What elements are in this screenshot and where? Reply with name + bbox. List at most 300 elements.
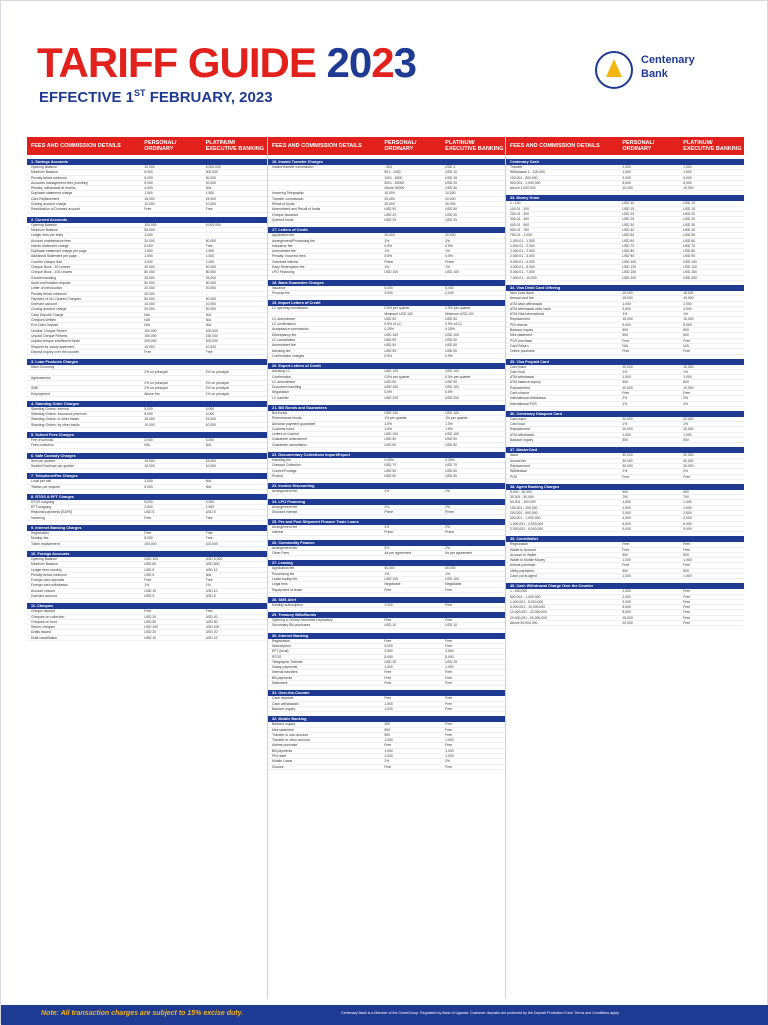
- table-cell: LC transfer: [272, 395, 289, 400]
- table-cell: Telegraphic Transfer: [272, 659, 303, 664]
- table-cell: Free: [445, 675, 453, 680]
- table-cell: 2,000: [622, 594, 631, 599]
- table-cell: Reactivation of Dormant account: [31, 207, 81, 212]
- table-cell: Item per quarter: [31, 458, 56, 463]
- table-row: [506, 276, 744, 281]
- table-cell: Free: [384, 670, 392, 675]
- table-cell: [206, 376, 267, 380]
- table-cell: USD 50: [384, 316, 397, 321]
- table-cell: Annual card fee: [510, 296, 534, 301]
- bank-name-2: Bank: [641, 68, 668, 80]
- tariff-section: [268, 612, 506, 629]
- table-row: [506, 438, 744, 443]
- table-cell: Penalty: incorrect fees: [272, 254, 306, 259]
- table-cell: 1%: [445, 265, 451, 270]
- table-cell: 1%: [683, 369, 689, 374]
- table-cell: 500: [622, 552, 628, 557]
- table-cell: 5,000: [144, 499, 153, 504]
- table-cell: Free: [205, 609, 213, 614]
- table-cell: Subscription: [272, 644, 291, 648]
- table-cell: 5,000: [622, 322, 631, 327]
- table-cell: 750.01 - 1,000: [510, 233, 532, 238]
- table-cell: RTGS outgoing: [31, 499, 55, 504]
- table-cell: USD 50: [144, 619, 157, 624]
- table-cell: USD 50: [384, 442, 397, 447]
- table-cell: 20,000: [683, 427, 694, 432]
- table-row: [27, 350, 267, 355]
- table-cell: EFT (local): [272, 649, 289, 654]
- table-cell: 20,000: [144, 238, 155, 243]
- table-row: [27, 207, 267, 212]
- table-cell: 500: [622, 489, 628, 494]
- table-cell: 2% on principal: [144, 380, 168, 385]
- tariff-section: [268, 483, 506, 494]
- table-cell: USD 50: [445, 343, 458, 348]
- table-cell: USD 5: [144, 567, 155, 572]
- table-cell: USD 10: [683, 201, 696, 206]
- table-cell: USD 100: [384, 270, 399, 275]
- tariff-section: [506, 285, 744, 355]
- table-cell: 0.5% per quarter: [384, 306, 410, 311]
- table-cell: ATM withdrawal other bank: [510, 306, 551, 311]
- table-row: [506, 402, 744, 407]
- table-cell: 1,000: [622, 500, 631, 505]
- table-cell: 10,000: [683, 364, 694, 369]
- table-cell: 2,500: [683, 511, 692, 516]
- table-cell: 501 - 1000: [384, 170, 401, 175]
- table-cell: 30,000: [622, 463, 633, 468]
- table-cell: 5,000: [144, 243, 153, 248]
- table-cell: USD 200: [683, 275, 697, 280]
- table-row: [506, 475, 744, 480]
- table-cell: USD 15: [683, 206, 696, 211]
- table-cell: Closing account charge: [31, 307, 67, 312]
- table-cell: 1,000: [622, 589, 631, 594]
- table-cell: Sealed Envelope per quarter: [31, 463, 75, 468]
- table-cell: 30,000: [384, 202, 395, 207]
- table-cell: Airtime purchase: [510, 563, 536, 568]
- table-cell: Transfer to other account: [272, 738, 310, 743]
- table-cell: 0.25%: [445, 458, 455, 463]
- section-title: 4. Standing Order Charges: [27, 401, 267, 407]
- table-cell: Replacement: [510, 385, 530, 390]
- table-cell: 500: [622, 333, 628, 338]
- table-cell: Free: [205, 578, 213, 583]
- table-cell: 3,500: [622, 306, 631, 311]
- table-cell: Prime: [384, 509, 394, 514]
- table-cell: 1%: [205, 583, 211, 588]
- table-cell: Arrangement fee: [272, 525, 298, 530]
- table-cell: USD 30: [622, 222, 635, 227]
- table-cell: USD 25: [683, 217, 696, 222]
- table-cell: Free: [384, 675, 392, 680]
- table-cell: 25,000: [205, 275, 217, 280]
- table-cell: 300.01 - 400: [510, 217, 530, 222]
- table-cell: N/A: [205, 572, 212, 577]
- table-cell: -: [205, 227, 207, 232]
- table-cell: USD 20: [622, 212, 635, 217]
- table-cell: 2%: [384, 525, 390, 530]
- section-title: 1. Savings Accounts: [27, 159, 267, 165]
- table-cell: USD 50: [205, 619, 218, 624]
- table-cell: 100,000: [205, 541, 218, 546]
- table-cell: 1,000,001 - 2,000,000: [510, 521, 544, 526]
- section-title: 20. Export Letters of Credit: [268, 363, 506, 369]
- table-cell: 2,500.01 - 3,000: [510, 254, 535, 259]
- table-cell: Deposit inquiry over the counter: [31, 349, 79, 354]
- table-row: [268, 765, 506, 770]
- table-cell: USD 90: [683, 254, 696, 259]
- table-cell: 10,000: [144, 302, 155, 307]
- table-cell: 50,000: [205, 280, 217, 285]
- table-cell: 15,000: [683, 296, 694, 301]
- table-cell: 1,000: [384, 701, 393, 706]
- table-cell: 1,000: [384, 665, 393, 670]
- table-cell: Bill payments: [272, 675, 293, 680]
- table-cell: 10,000: [205, 202, 217, 207]
- table-cell: 10,000: [205, 344, 217, 349]
- table-cell: Free: [144, 515, 152, 520]
- table-cell: 2%: [445, 489, 451, 494]
- table-cell: Replacement: [510, 317, 530, 322]
- table-cell: Arrangement fee: [272, 545, 298, 550]
- table-cell: 1,000: [445, 738, 454, 743]
- table-cell: 1,500.01 - 2,000: [510, 243, 535, 248]
- table-cell: Advance payment guarantee: [272, 421, 316, 426]
- table-cell: 2,500: [205, 505, 215, 510]
- table-cell: USD 5: [205, 510, 216, 515]
- table-cell: LC confirmation: [272, 322, 296, 327]
- table-cell: 15,000: [205, 196, 217, 201]
- table-cell: Outward Collection: [272, 463, 301, 468]
- table-cell: 2,500: [144, 505, 153, 510]
- table-cell: Mini statement: [510, 333, 533, 338]
- table-cell: 500: [683, 552, 689, 557]
- table-cell: 500: [683, 568, 689, 573]
- table-cell: USD 10: [205, 567, 218, 572]
- table-cell: Statement: [272, 681, 288, 686]
- table-cell: USD 150: [622, 270, 637, 275]
- table-cell: Standing Orders: by other banks: [31, 422, 80, 427]
- excise-note: Note: All transaction charges are subject to 15% excise duty.: [41, 1010, 244, 1017]
- table-cell: Closing account charge: [31, 202, 67, 207]
- table-cell: 30,000: [683, 463, 694, 468]
- table-cell: 500: [683, 438, 689, 443]
- table-cell: USD 40: [622, 227, 635, 232]
- header-cell: FEES AND COMMISSION DETAILS: [510, 143, 600, 149]
- table-cell: POS: [510, 474, 518, 479]
- table-cell: 40,000: [205, 265, 217, 270]
- table-cell: 100,001 - 500,000: [510, 175, 538, 180]
- section-title: 28. SMS Alert: [268, 597, 506, 603]
- table-cell: USD 50: [445, 316, 458, 321]
- logo-mark-icon: [595, 51, 633, 89]
- table-cell: Cash Deposit Charge: [31, 312, 64, 317]
- effective-post: FEBRUARY, 2023: [145, 89, 273, 106]
- table-cell: USD 20: [144, 630, 157, 635]
- section-title: Centenary Cash: [506, 159, 744, 165]
- table-cell: Confirmation: [272, 374, 292, 379]
- table-cell: 3,000.01 - 4,000: [510, 259, 535, 264]
- table-cell: 2%: [683, 396, 689, 401]
- table-cell: USD 10: [205, 635, 218, 640]
- table-cell: 15,000: [683, 290, 694, 295]
- table-cell: Free: [205, 515, 213, 520]
- section-title: 39. CenteWallet: [506, 536, 744, 542]
- table-cell: 1%: [384, 571, 390, 576]
- table-cell: 1,000: [683, 574, 692, 578]
- table-cell: 2,500: [384, 649, 393, 654]
- table-cell: Process fee: [272, 290, 290, 295]
- table-cell: International POS: [510, 401, 537, 406]
- section-title: 37. MasterCard: [506, 447, 744, 453]
- table-cell: Incoming Telegraphic: [272, 191, 304, 196]
- table-cell: Amendment fee: [272, 343, 296, 348]
- tariff-section: [268, 499, 506, 516]
- table-cell: USD 15: [445, 175, 458, 180]
- table-row: [268, 707, 506, 712]
- table-cell: Opening Balance: [31, 556, 58, 561]
- table-cell: Free: [445, 727, 453, 732]
- section-title: 31. Over-the-Counter: [268, 690, 506, 696]
- table-cell: 10,000: [144, 202, 155, 207]
- table-cell: 2%: [445, 545, 451, 550]
- table-cell: Balance inquiry: [272, 706, 296, 711]
- table-cell: 100,000: [144, 222, 157, 227]
- table-cell: 40,000: [144, 265, 155, 270]
- table-cell: 5,000: [445, 654, 454, 659]
- table-cell: 2%: [384, 238, 390, 243]
- table-cell: Unpaid Cheque Returns: [31, 333, 68, 338]
- table-cell: 3,000: [205, 438, 215, 443]
- table-row: [268, 218, 506, 223]
- table-cell: 1,500: [622, 505, 631, 510]
- tariff-section: [27, 217, 267, 355]
- table-cell: 150,000: [144, 333, 157, 338]
- table-cell: 15,000: [683, 317, 694, 322]
- table-cell: USD 20: [384, 212, 397, 217]
- tariff-section: [506, 484, 744, 532]
- table-cell: 10,000: [205, 463, 217, 468]
- tariff-section: [268, 159, 506, 223]
- table-cell: USD 50: [445, 348, 458, 353]
- table-row: [27, 392, 267, 397]
- table-cell: Free: [384, 743, 392, 748]
- table-cell: LC amendment: [272, 316, 296, 321]
- table-cell: Duplicate statement charge: [31, 191, 73, 196]
- table-cell: Courier/Postage: [272, 468, 297, 473]
- table-cell: 5,000: [622, 180, 631, 185]
- table-cell: 1,000: [622, 301, 631, 306]
- table-row: [268, 510, 506, 515]
- table-cell: Application fee: [272, 566, 295, 571]
- table-cell: Free: [384, 587, 392, 592]
- header-cell: FEES AND COMMISSION DETAILS: [272, 143, 362, 149]
- table-cell: 15,000: [144, 417, 155, 422]
- table-cell: Withdrawal 1 - 100,000: [510, 170, 545, 175]
- table-cell: Letters of Comfort: [272, 432, 300, 437]
- table-cell: Mini statement: [272, 727, 295, 732]
- table-cell: [206, 365, 267, 369]
- header-cell: PLATINUM/ EXECUTIVE BANKING: [683, 140, 742, 152]
- table-row: [506, 527, 744, 532]
- table-cell: Negotiable: [445, 582, 462, 587]
- table-cell: Free: [205, 531, 213, 536]
- tariff-section: [27, 494, 267, 521]
- table-cell: USD 50: [445, 379, 458, 384]
- table-cell: USD 50: [384, 437, 397, 442]
- table-cell: Duplicate statement charge per page: [31, 249, 87, 254]
- table-cell: 80,000: [205, 270, 217, 275]
- table-cell: Transfer to own account: [272, 732, 309, 737]
- table-cell: 1,000: [622, 574, 631, 578]
- table-cell: Free: [445, 696, 453, 701]
- table-cell: Card load: [510, 369, 525, 374]
- table-cell: 0.5%: [445, 353, 453, 358]
- table-cell: 2,000: [445, 290, 454, 295]
- table-cell: Free: [683, 610, 691, 615]
- table-cell: Protest: [272, 473, 283, 478]
- table-cell: International withdrawal: [510, 396, 546, 401]
- table-cell: 1%: [445, 571, 451, 576]
- tariff-section: [27, 551, 267, 599]
- table-cell: Request for salary statement: [31, 344, 75, 349]
- table-cell: EFT outgoing: [31, 505, 52, 510]
- table-cell: 1,500: [205, 254, 215, 259]
- table-cell: 700: [622, 495, 628, 500]
- table-cell: 0.5%: [384, 254, 393, 259]
- table-cell: RTGS: [272, 654, 282, 659]
- table-cell: N/A: [205, 484, 212, 489]
- table-cell: Amendment and Recall of funds: [272, 207, 321, 212]
- table-cell: 5,000: [445, 285, 454, 290]
- table-cell: Acceptance commission: [272, 327, 309, 332]
- table-cell: 3,000: [144, 438, 153, 443]
- table-cell: Free: [445, 618, 453, 623]
- table-cell: USD 100: [445, 576, 459, 581]
- table-cell: Letter of Introduction: [31, 286, 63, 291]
- table-cell: 20,000: [445, 196, 456, 201]
- table-row: [27, 464, 267, 469]
- table-cell: Bid bonds: [272, 410, 288, 415]
- table-cell: 6,000: [622, 521, 631, 526]
- table-cell: Amendment fee: [272, 249, 296, 254]
- table-cell: 200,001 - 500,000: [510, 511, 538, 516]
- table-cell: 10,000: [205, 422, 217, 427]
- table-cell: 0.5% of LC: [384, 322, 402, 327]
- table-cell: USD 50: [384, 338, 397, 343]
- table-cell: 20,000,001 - 50,000,000: [510, 615, 547, 620]
- table-cell: Free: [445, 743, 453, 748]
- table-cell: Free: [622, 474, 630, 479]
- table-row: [268, 551, 506, 556]
- table-cell: 10,000: [205, 302, 217, 307]
- table-cell: N/A: [144, 318, 150, 323]
- table-cell: 2,000: [144, 259, 153, 264]
- table-cell: 0.5%: [445, 390, 453, 395]
- table-cell: 1%: [683, 401, 689, 406]
- table-row: [506, 186, 744, 191]
- table-cell: Wallet to Mobile Money: [510, 558, 546, 563]
- table-cell: 6,000: [683, 521, 692, 526]
- table-cell: 20,000: [144, 307, 155, 312]
- table-cell: Monthly fee: [31, 536, 49, 541]
- tariff-section: [27, 603, 267, 641]
- table-cell: Free: [384, 696, 392, 701]
- table-cell: 10,000: [683, 186, 694, 191]
- table-cell: Closure: [272, 764, 284, 769]
- table-cell: Minimum Balance: [31, 170, 58, 175]
- table-cell: 2%: [445, 759, 451, 764]
- table-cell: Free: [384, 764, 392, 769]
- title-text: TARIFF GUIDE: [37, 39, 316, 86]
- table-cell: Cash out at agent: [510, 574, 537, 578]
- table-cell: Free: [144, 578, 152, 583]
- table-cell: ATM cash withdrawal: [510, 301, 542, 306]
- table-cell: ATM withdrawal: [510, 375, 534, 380]
- table-cell: 5,000,001 - 10,000,000: [510, 605, 546, 610]
- tariff-section: [506, 195, 744, 280]
- table-cell: USD 10: [144, 588, 157, 593]
- table-cell: Prime: [445, 509, 455, 514]
- table-cell: 0.5%: [384, 243, 393, 248]
- table-cell: 8,000: [622, 610, 631, 615]
- table-cell: 7,500.01 - 10,000: [510, 275, 537, 280]
- table-cell: USD 60: [683, 238, 696, 243]
- table-cell: 9,000: [622, 526, 631, 531]
- table-cell: 1,500: [622, 170, 631, 175]
- section-title: 33. Money Gram: [506, 195, 744, 201]
- table-cell: Arrangement fee: [272, 489, 298, 494]
- table-cell: USD 50: [445, 338, 458, 343]
- table-cell: Unclear Cheque Return: [31, 328, 67, 333]
- table-cell: 15,000: [622, 296, 633, 301]
- table-cell: 1,000: [445, 754, 454, 759]
- table-cell: 5,000: [144, 484, 153, 489]
- table-cell: Free: [144, 609, 152, 614]
- table-cell: 1,500: [205, 191, 215, 196]
- table-cell: Prime: [445, 530, 455, 535]
- table-cell: Guarantee amendment: [272, 437, 307, 442]
- table-cell: USD 50: [384, 343, 397, 348]
- table-cell: N/A: [144, 312, 150, 317]
- table-cell: 1,000: [384, 754, 393, 759]
- table-cell: Lease facility fee: [272, 576, 298, 581]
- table-cell: USD 5: [144, 572, 155, 577]
- table-cell: 1.5%: [384, 421, 393, 426]
- table-cell: 500: [683, 380, 689, 385]
- table-cell: Handling fee: [272, 458, 292, 463]
- table-cell: Token replacement: [31, 541, 60, 546]
- table-cell: 2%: [445, 504, 451, 509]
- table-cell: 5,000: [144, 180, 153, 185]
- table-cell: 2% on principal: [205, 380, 229, 385]
- table-cell: 2%: [683, 469, 689, 474]
- table-cell: 5,000 - 30,000: [510, 489, 532, 494]
- table-cell: 5,000: [144, 412, 153, 417]
- table-cell: 0.5%: [445, 254, 453, 259]
- table-cell: 15,000: [144, 458, 155, 463]
- table-cell: USD 25: [445, 217, 458, 222]
- table-cell: N/A: [205, 312, 212, 317]
- table-cell: Penalty below minimum: [31, 291, 67, 296]
- table-cell: USD 200: [384, 395, 399, 400]
- table-row: [27, 423, 267, 428]
- section-title: 7. Telephone/Fax Charges: [27, 473, 267, 479]
- header-cell: PLATINUM/ EXECUTIVE BANKING: [205, 140, 265, 152]
- table-cell: 3,000: [683, 175, 692, 180]
- table-cell: Processing fee: [272, 571, 295, 576]
